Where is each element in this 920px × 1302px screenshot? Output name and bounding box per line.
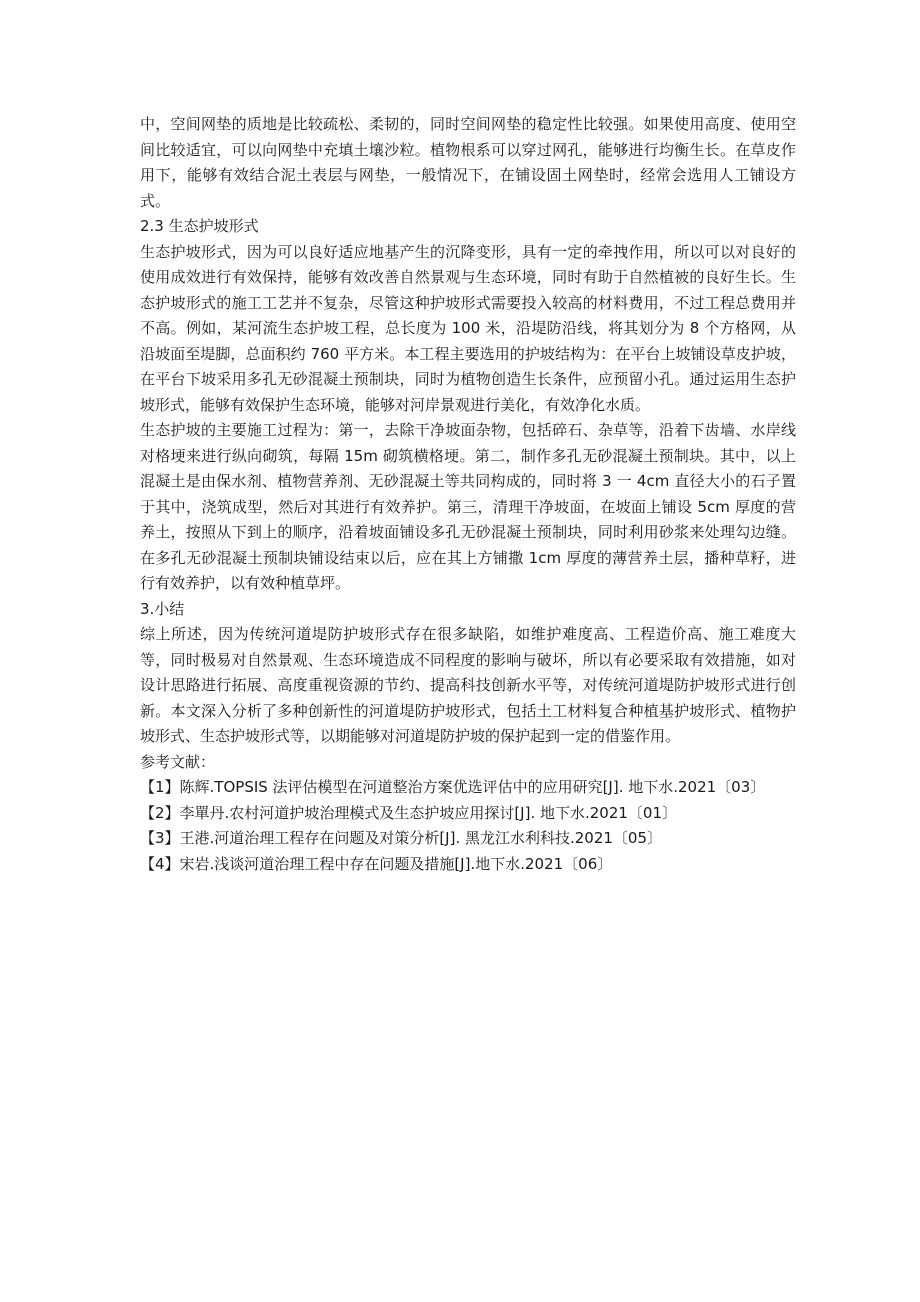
paragraph-ecological-slope-intro: 生态护坡形式，因为可以良好适应地基产生的沉降变形，具有一定的牵拽作用，所以可以对良好的使用成效进行有效保持，能够有效改善自然景观与生态环境，同时有助于自然植被的良好生长。生态护坡形式的施工工艺并不复杂，尽管这种护坡形式需要投入较高的材料费用，不过工程总费用并不高。例如，某河流生态护坡工程，总长度为 100 米，沿堤防沿线，将其划分为 8 个方格网，从沿坡面至堤脚，总面积约 760 平方米。本工程主要选用的护坡结构为：在平台上坡铺设草皮护坡，在平台下坡采用多孔无砂混凝土预制块，同时为植物创造生长条件，应预留小孔。通过运用生态护坡形式，能够有效保护生态环境，能够对河岸景观进行美化，有效净化水质。 <box>140 242 796 414</box>
references-title: 参考文献： <box>140 752 216 771</box>
section-heading-3: 3.小结 <box>140 599 185 618</box>
paragraph-continued: 中，空间网垫的质地是比较疏松、柔韧的，同时空间网垫的稳定性比较强。如果使用高度、使用空间比较适宜，可以向网垫中充填土壤沙粒。植物根系可以穿过网孔，能够进行均衡生长。在草皮作用下，能够有效结合泥土表层与网垫，一般情况下，在铺设固土网垫时，经常会选用人工铺设方式。 <box>140 115 796 210</box>
paragraph-ecological-slope-construction: 生态护坡的主要施工过程为：第一，去除干净坡面杂物，包括碎石、杂草等，沿着下齿墙、水岸线对格埂来进行纵向砌筑，每隔 15m 砌筑横格埂。第二，制作多孔无砂混凝土预制块。其中，以上混凝土是由保水剂、植物营养剂、无砂混凝土等共同构成的，同时将 3 一 4cm 直径大小的石子置于其中，浇筑成型，然后对其进行有效养护。第三，清理干净坡面，在坡面上铺设 5cm 厚度的营养土，按照从下到上的顺序，沿着坡面铺设多孔无砂混凝土预制块，同时利用砂浆来处理勾边缝。在多孔无砂混凝土预制块铺设结束以后，应在其上方铺撒 1cm 厚度的薄营养土层，播种草籽，进行有效养护，以有效种植草坪。 <box>140 421 796 592</box>
paragraph-summary: 综上所述，因为传统河道堤防护坡形式存在很多缺陷，如维护难度高、工程造价高、施工难度大等，同时极易对自然景观、生态环境造成不同程度的影响与破坏，所以有必要采取有效措施，如对设计思路进行拓展、高度重视资源的节约、提高科技创新水平等，对传统河道堤防护坡形式进行创新。本文深入分析了多种创新性的河道堤防护坡形式，包括土工材料复合种植基护坡形式、植物护坡形式、生态护坡形式等，以期能够对河道堤防护坡的保护起到一定的借鉴作用。 <box>140 625 796 745</box>
reference-item: 【3】王港.河道治理工程存在问题及对策分析[J]. 黑龙江水利科技.2021〔05〕 <box>140 829 663 847</box>
reference-item: 【2】李單丹.农村河道护坡治理模式及生态护坡应用探讨[J]. 地下水.2021〔01〕 <box>140 803 678 822</box>
reference-item: 【4】宋岩.浅谈河道治理工程中存在问题及措施[J].地下水.2021〔06〕 <box>140 854 613 873</box>
reference-item: 【1】陈辉.TOPSIS 法评估模型在河道整治方案优选评估中的应用研究[J]. 地下水.2021〔03〕 <box>140 778 766 796</box>
section-heading-2-3: 2.3 生态护坡形式 <box>140 217 259 235</box>
document-body <box>140 112 796 877</box>
